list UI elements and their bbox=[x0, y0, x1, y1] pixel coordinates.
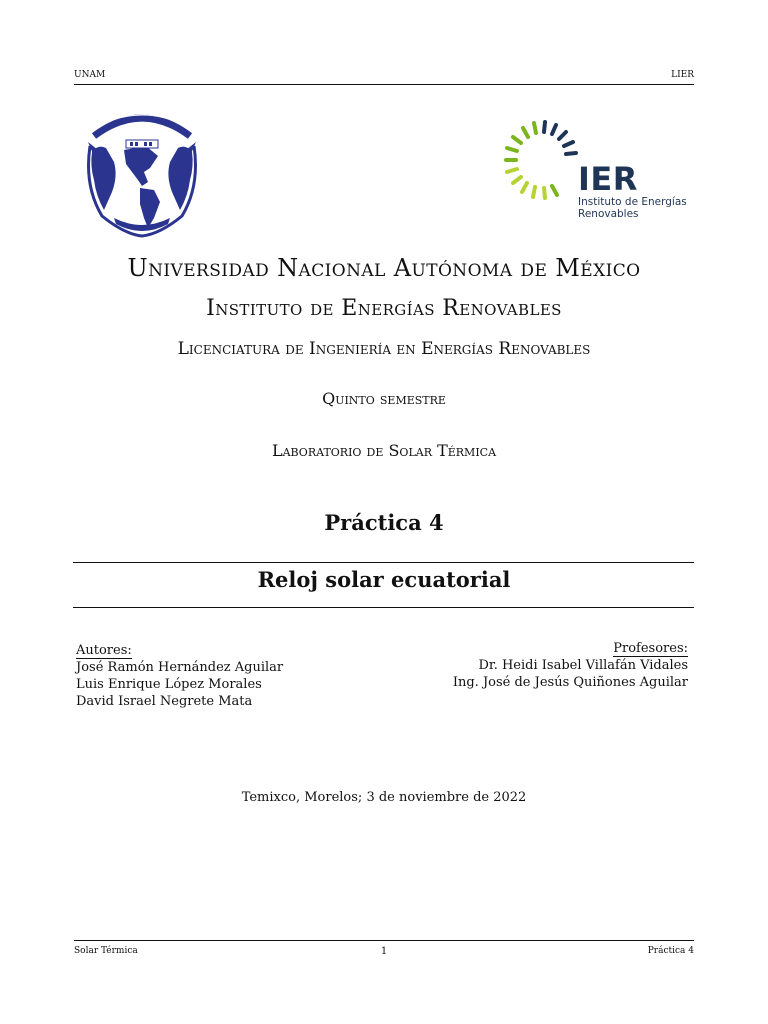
running-header bbox=[74, 70, 694, 85]
author-name: Luis Enrique López Morales bbox=[76, 677, 262, 692]
professor-name: Ing. José de Jesús Quiñones Aguilar bbox=[452, 675, 688, 690]
ier-name-line2: Renovables bbox=[578, 208, 639, 220]
authors-heading: Autores: bbox=[76, 643, 132, 658]
subject-title: Reloj solar ecuatorial bbox=[257, 567, 511, 592]
university-name: Universidad Nacional Autónoma de México bbox=[127, 254, 641, 282]
author-name: David Israel Negrete Mata bbox=[76, 694, 253, 709]
semester: Quinto semestre bbox=[322, 389, 446, 408]
place-date: Temixco, Morelos; 3 de noviembre de 2022 bbox=[241, 790, 527, 805]
ier-logo-text bbox=[578, 162, 687, 220]
footer-right: Práctica 4 bbox=[647, 946, 694, 956]
header-left: UNAM bbox=[74, 70, 106, 80]
professor-name: Dr. Heidi Isabel Villafán Vidales bbox=[478, 658, 688, 673]
professors-heading: Profesores: bbox=[613, 641, 688, 656]
authors-block bbox=[76, 642, 283, 710]
professors-block bbox=[453, 640, 688, 691]
running-footer bbox=[74, 940, 694, 956]
bottom-rule bbox=[73, 607, 694, 608]
degree-name: Licenciatura de Ingeniería en Energías Renovables bbox=[177, 339, 591, 359]
ier-name-line1: Instituto de Energías bbox=[578, 196, 687, 208]
author-name: José Ramón Hernández Aguilar bbox=[76, 660, 284, 675]
header-right: LIER bbox=[671, 70, 694, 80]
footer-left: Solar Térmica bbox=[74, 946, 138, 956]
ier-acronym: IER bbox=[578, 160, 638, 198]
unam-seal-icon bbox=[84, 106, 200, 238]
page-number: 1 bbox=[380, 946, 388, 957]
lab-name: Laboratorio de Solar Térmica bbox=[271, 441, 497, 460]
top-rule bbox=[73, 562, 694, 563]
practice-title: Práctica 4 bbox=[324, 510, 444, 535]
institute-name: Instituto de Energías Renovables bbox=[206, 296, 562, 321]
